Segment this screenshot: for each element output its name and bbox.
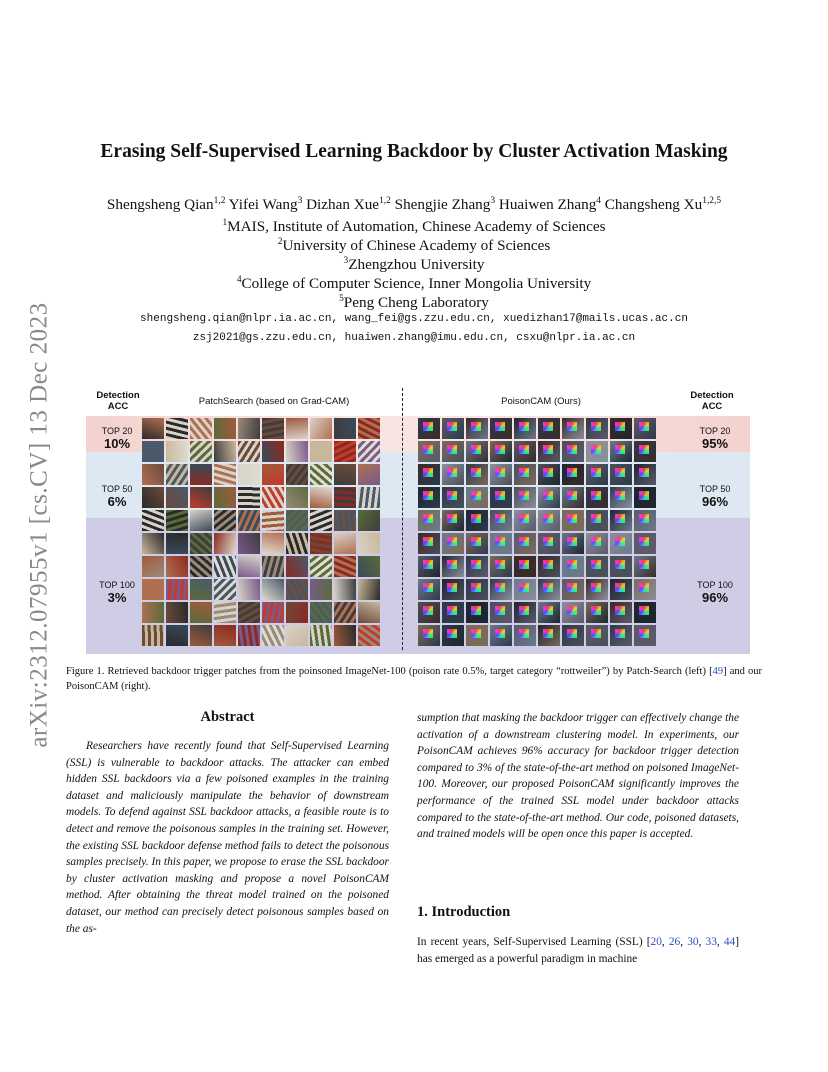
patch-tile [262, 533, 284, 554]
patch-tile [238, 533, 260, 554]
trigger-patch-tile [586, 602, 608, 623]
trigger-patch-tile [442, 602, 464, 623]
trigger-patch-tile [634, 441, 656, 462]
row-label-top100-right: TOP 100 96% [697, 580, 733, 605]
patch-tile [286, 464, 308, 485]
trigger-patch-tile [418, 487, 440, 508]
left-detection-header: Detection ACC [96, 390, 140, 412]
trigger-patch-tile [634, 602, 656, 623]
patch-tile [358, 533, 380, 554]
patch-tile [262, 625, 284, 646]
trigger-patch-tile [490, 579, 512, 600]
trigger-patch-tile [490, 441, 512, 462]
patch-tile [358, 510, 380, 531]
row-label-top20-right: TOP 20 95% [699, 426, 731, 451]
row-label-top50: TOP 50 6% [101, 484, 133, 509]
trigger-patch-tile [610, 510, 632, 531]
trigger-patch-tile [442, 533, 464, 554]
patch-tile [238, 418, 260, 439]
patch-tile [142, 556, 164, 577]
patch-tile [238, 556, 260, 577]
patch-tile [238, 441, 260, 462]
trigger-patch-tile [562, 533, 584, 554]
patch-tile [214, 602, 236, 623]
patch-tile [334, 579, 356, 600]
patch-tile [142, 418, 164, 439]
trigger-patch-tile [514, 533, 536, 554]
patch-tile [286, 556, 308, 577]
trigger-patch-tile [562, 464, 584, 485]
patch-tile [334, 625, 356, 646]
patch-tile [166, 464, 188, 485]
patch-tile [286, 510, 308, 531]
patch-tile [310, 418, 332, 439]
patch-tile [310, 487, 332, 508]
patch-tile [190, 602, 212, 623]
patch-tile [286, 441, 308, 462]
patch-tile [190, 441, 212, 462]
patch-tile [142, 579, 164, 600]
trigger-patch-tile [586, 487, 608, 508]
patch-tile [166, 441, 188, 462]
row-label-top100: TOP 100 3% [99, 580, 135, 605]
trigger-patch-tile [586, 579, 608, 600]
figure-1 [86, 384, 750, 654]
trigger-patch-tile [442, 487, 464, 508]
paper-title: Erasing Self-Supervised Learning Backdoor by Cluster Activation Masking [100, 141, 728, 162]
trigger-patch-tile [442, 464, 464, 485]
trigger-patch-tile [466, 533, 488, 554]
patch-tile [310, 602, 332, 623]
trigger-patch-tile [466, 418, 488, 439]
trigger-patch-tile [634, 487, 656, 508]
trigger-patch-tile [514, 579, 536, 600]
trigger-patch-tile [610, 625, 632, 646]
trigger-patch-tile [538, 441, 560, 462]
patch-tile [286, 602, 308, 623]
patch-tile [166, 510, 188, 531]
trigger-patch-tile [610, 487, 632, 508]
trigger-patch-tile [490, 418, 512, 439]
patch-tile [214, 510, 236, 531]
right-detection-header: Detection ACC [690, 390, 734, 412]
patch-tile [238, 625, 260, 646]
author-name: Yifei Wang [228, 196, 298, 214]
trigger-patch-tile [514, 625, 536, 646]
patch-tile [214, 441, 236, 462]
patch-tile [166, 579, 188, 600]
patch-tile [262, 579, 284, 600]
trigger-patch-tile [538, 579, 560, 600]
right-method-label: PoisonCAM (Ours) [501, 396, 581, 407]
patch-tile [310, 533, 332, 554]
trigger-patch-tile [562, 487, 584, 508]
patch-tile [190, 487, 212, 508]
patch-tile [166, 556, 188, 577]
trigger-patch-tile [610, 441, 632, 462]
trigger-patch-tile [466, 441, 488, 462]
trigger-patch-tile [466, 556, 488, 577]
patch-tile [142, 510, 164, 531]
trigger-patch-tile [418, 602, 440, 623]
patch-tile [214, 464, 236, 485]
patch-tile [358, 556, 380, 577]
patch-tile [358, 487, 380, 508]
patch-tile [142, 602, 164, 623]
trigger-patch-tile [634, 579, 656, 600]
patch-tile [190, 625, 212, 646]
patch-tile [310, 510, 332, 531]
trigger-patch-tile [610, 533, 632, 554]
trigger-patch-tile [418, 579, 440, 600]
patch-tile [166, 625, 188, 646]
patch-tile [286, 487, 308, 508]
trigger-patch-tile [442, 441, 464, 462]
author-name: Huaiwen Zhang [498, 196, 597, 214]
trigger-patch-tile [418, 464, 440, 485]
trigger-patch-tile [634, 625, 656, 646]
patch-tile [214, 418, 236, 439]
patch-tile [142, 441, 164, 462]
trigger-patch-tile [538, 510, 560, 531]
trigger-patch-tile [514, 487, 536, 508]
trigger-patch-tile [538, 533, 560, 554]
patch-tile [358, 418, 380, 439]
trigger-patch-tile [610, 418, 632, 439]
trigger-patch-tile [586, 441, 608, 462]
patch-tile [262, 418, 284, 439]
trigger-patch-tile [538, 418, 560, 439]
trigger-patch-tile [514, 602, 536, 623]
trigger-patch-tile [562, 418, 584, 439]
patch-tile [310, 556, 332, 577]
trigger-patch-tile [586, 418, 608, 439]
patch-tile [262, 556, 284, 577]
trigger-patch-tile [442, 579, 464, 600]
patch-tile [334, 441, 356, 462]
trigger-patch-tile [562, 441, 584, 462]
trigger-patch-tile [490, 556, 512, 577]
patch-tile [262, 441, 284, 462]
affiliation: $^3$Zhengzhou University [343, 256, 485, 274]
introduction-text: In recent years, Self-Supervised Learning (SSL) [20, 26, 30, 33, 44] has emerged as a powerful paradigm in machine [417, 936, 740, 965]
trigger-patch-tile [610, 556, 632, 577]
email-line: shengsheng.qian@nlpr.ia.ac.cn, wang_fei@gs.zzu.edu.cn, xuedizhan17@mails.ucas.ac.cn [140, 313, 688, 325]
patch-tile [190, 556, 212, 577]
patch-tile [214, 556, 236, 577]
patch-tile [262, 602, 284, 623]
patch-tile [214, 625, 236, 646]
trigger-patch-tile [538, 602, 560, 623]
author-name: Shengjie Zhang [394, 196, 491, 214]
trigger-patch-tile [490, 510, 512, 531]
trigger-patch-tile [442, 510, 464, 531]
patch-tile [214, 579, 236, 600]
trigger-patch-tile [442, 556, 464, 577]
patch-tile [190, 464, 212, 485]
patch-tile [142, 625, 164, 646]
trigger-patch-tile [514, 556, 536, 577]
trigger-patch-tile [586, 464, 608, 485]
patch-tile [238, 487, 260, 508]
patch-tile [334, 510, 356, 531]
row-label-top20: TOP 20 10% [101, 426, 133, 451]
trigger-patch-tile [634, 510, 656, 531]
trigger-patch-tile [466, 487, 488, 508]
author-name: Dizhan Xue [306, 196, 380, 214]
abstract-heading: Abstract [200, 709, 255, 725]
trigger-patch-tile [610, 579, 632, 600]
trigger-patch-tile [466, 579, 488, 600]
trigger-patch-tile [418, 556, 440, 577]
patch-tile [214, 533, 236, 554]
patch-tile [334, 602, 356, 623]
patch-tile [358, 579, 380, 600]
patch-tile [142, 464, 164, 485]
patch-tile [334, 487, 356, 508]
trigger-patch-tile [514, 418, 536, 439]
affiliation: $^1$MAIS, Institute of Automation, Chinese Academy of Sciences [222, 218, 606, 236]
trigger-patch-tile [490, 533, 512, 554]
trigger-patch-tile [634, 418, 656, 439]
patch-tile [358, 441, 380, 462]
patch-tile [310, 625, 332, 646]
trigger-patch-tile [514, 464, 536, 485]
arxiv-id: arXiv:2312.07955v1 [cs.CV] 13 Dec 2023 [26, 302, 54, 748]
trigger-patch-tile [634, 533, 656, 554]
patch-tile [142, 487, 164, 508]
trigger-patch-tile [418, 510, 440, 531]
trigger-patch-tile [514, 510, 536, 531]
trigger-patch-tile [586, 533, 608, 554]
trigger-patch-tile [466, 510, 488, 531]
author-list: Shengsheng Qian$^{1,2}$ Yifei Wang$^3$ Dizhan Xue$^{1,2}$ Shengjie Zhang$^3$ Huaiwen Zhang$^4$ Changsheng Xu$^{1,2,5}$ [106, 196, 722, 214]
trigger-patch-tile [418, 418, 440, 439]
patch-tile [166, 533, 188, 554]
affiliation: $^5$Peng Cheng Laboratory [339, 294, 489, 312]
patch-tile [238, 602, 260, 623]
row-label-top50-right: TOP 50 96% [699, 484, 731, 509]
trigger-patch-tile [418, 533, 440, 554]
trigger-patch-tile [490, 487, 512, 508]
patch-tile [166, 487, 188, 508]
arxiv-stamp [20, 290, 60, 760]
trigger-patch-tile [538, 487, 560, 508]
left-method-label: PatchSearch (based on Grad-CAM) [198, 396, 350, 407]
patch-tile [358, 625, 380, 646]
patch-tile [334, 533, 356, 554]
trigger-patch-tile [442, 625, 464, 646]
patch-tile [310, 464, 332, 485]
patch-tile [310, 441, 332, 462]
patch-tile [190, 418, 212, 439]
patch-tile [238, 464, 260, 485]
patch-tile [262, 510, 284, 531]
trigger-patch-tile [466, 625, 488, 646]
affiliation: $^4$College of Computer Science, Inner Mongolia University [236, 275, 592, 293]
patch-tile [190, 533, 212, 554]
patch-tile [166, 418, 188, 439]
patch-tile [262, 464, 284, 485]
trigger-patch-tile [634, 556, 656, 577]
patch-tile [310, 579, 332, 600]
trigger-patch-tile [442, 418, 464, 439]
patch-tile [238, 579, 260, 600]
author-name: Changsheng Xu [604, 196, 703, 214]
patch-tile [142, 533, 164, 554]
trigger-patch-tile [562, 602, 584, 623]
trigger-patch-tile [634, 464, 656, 485]
trigger-patch-tile [562, 510, 584, 531]
trigger-patch-tile [586, 556, 608, 577]
affiliation: $^2$University of Chinese Academy of Sciences [277, 237, 551, 255]
patch-tile [358, 464, 380, 485]
trigger-patch-tile [562, 556, 584, 577]
patch-tile [286, 418, 308, 439]
patch-tile [286, 533, 308, 554]
introduction-heading: 1. Introduction [417, 904, 511, 920]
poisoncam-patch-grid [418, 418, 656, 646]
abstract-text: Researchers have recently found that Self-Supervised Learning (SSL) is vulnerable to backdoor attacks. The attacker can embed hidden SSL backdoors via a few poisoned examples in the training dataset and maliciously manipulate the behavior of downstream models. To defend against SSL backdoor attacks, a feasible route is to detect and remove the poisonous samples in the training set. However, the existing SSL backdoor defense method fails to detect the poisonous samples precisely. In this paper, we propose to erase the SSL backdoor by cluster activation masking and propose a novel PoisonCAM method. After obtaining the threat model trained on the poisoned dataset, our method can precisely detect poisonous samples based on the as- [66, 740, 389, 935]
trigger-patch-tile [586, 510, 608, 531]
trigger-patch-tile [490, 625, 512, 646]
patch-tile [286, 625, 308, 646]
trigger-patch-tile [490, 602, 512, 623]
trigger-patch-tile [562, 625, 584, 646]
trigger-patch-tile [538, 464, 560, 485]
patch-tile [190, 510, 212, 531]
patch-tile [334, 464, 356, 485]
trigger-patch-tile [610, 464, 632, 485]
patch-tile [238, 510, 260, 531]
trigger-patch-tile [514, 441, 536, 462]
trigger-patch-tile [466, 464, 488, 485]
trigger-patch-tile [586, 625, 608, 646]
trigger-patch-tile [562, 579, 584, 600]
figure-divider [402, 388, 403, 650]
patch-tile [358, 602, 380, 623]
author-name: Shengsheng Qian [106, 196, 214, 214]
patch-tile [334, 556, 356, 577]
patch-tile [286, 579, 308, 600]
patchsearch-patch-grid [142, 418, 380, 646]
trigger-patch-tile [418, 441, 440, 462]
patch-tile [190, 579, 212, 600]
email-line: zsj2021@gs.zzu.edu.cn, huaiwen.zhang@imu.edu.cn, csxu@nlpr.ia.ac.cn [192, 332, 636, 344]
figure-caption: Figure 1. Retrieved backdoor trigger patches from the poinsoned ImageNet-100 (poison rate 0.5%, target category “rottweiler”) by Patch-Search (left) [49] and our PoisonCAM (right). [66, 666, 762, 692]
abstract-text-continued: sumption that masking the backdoor trigger can effectively change the activation of a downstream clustering model. In experiments, our PoisonCAM achieves 96% accuracy for backdoor trigger detection compared to 3% of the state-of-the-art method on poisoned ImageNet-100. Moreover, our proposed PoisonCAM significantly improves the performance of the trained SSL model under backdoor attacks compared to the state-of-the-art method. Our code, poisoned datasets, and trained models will be open once this paper is accepted. [417, 712, 739, 841]
trigger-patch-tile [466, 602, 488, 623]
trigger-patch-tile [538, 556, 560, 577]
trigger-patch-tile [610, 602, 632, 623]
patch-tile [262, 487, 284, 508]
trigger-patch-tile [538, 625, 560, 646]
patch-tile [334, 418, 356, 439]
trigger-patch-tile [418, 625, 440, 646]
patch-tile [166, 602, 188, 623]
patch-tile [214, 487, 236, 508]
trigger-patch-tile [490, 464, 512, 485]
